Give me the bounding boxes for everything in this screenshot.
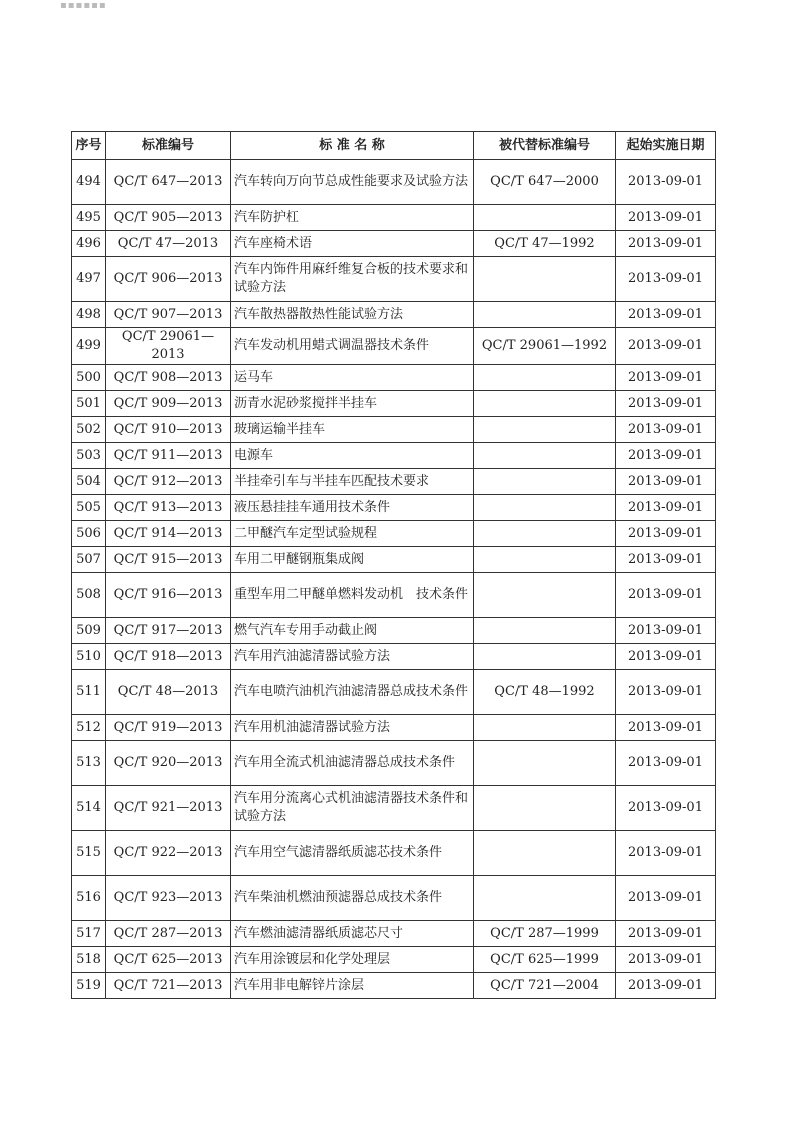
standard-name: 汽车用空气滤清器纸质滤芯技术条件 [231,831,474,876]
standard-name: 沥青水泥砂浆搅拌半挂车 [231,391,474,417]
replaced-standard-code [474,302,616,328]
standard-name: 汽车用全流式机油滤清器总成技术条件 [231,741,474,786]
implementation-date: 2013-09-01 [616,160,716,205]
row-number: 494 [72,160,106,205]
standard-code: QC/T 920—2013 [106,741,231,786]
standard-name: 玻璃运输半挂车 [231,417,474,443]
implementation-date: 2013-09-01 [616,417,716,443]
standard-code: QC/T 919—2013 [106,715,231,741]
replaced-standard-code [474,469,616,495]
header-replaced: 被代替标准编号 [474,132,616,160]
table-row [72,231,716,257]
table-row [72,670,716,715]
standard-name: 汽车防护杠 [231,205,474,231]
implementation-date: 2013-09-01 [616,644,716,670]
replaced-standard-code [474,205,616,231]
row-number: 512 [72,715,106,741]
replaced-standard-code: QC/T 721—2004 [474,973,616,999]
standard-code: QC/T 647—2013 [106,160,231,205]
row-number: 513 [72,741,106,786]
standard-code: QC/T 914—2013 [106,521,231,547]
replaced-standard-code [474,417,616,443]
table-row [72,257,716,302]
table-row [72,741,716,786]
standard-code: QC/T 916—2013 [106,573,231,618]
row-number: 497 [72,257,106,302]
standard-code: QC/T 915—2013 [106,547,231,573]
replaced-standard-code [474,715,616,741]
row-number: 508 [72,573,106,618]
row-number: 515 [72,831,106,876]
implementation-date: 2013-09-01 [616,495,716,521]
table-row [72,786,716,831]
standard-name: 汽车用汽油滤清器试验方法 [231,644,474,670]
replaced-standard-code [474,618,616,644]
table-row [72,947,716,973]
implementation-date: 2013-09-01 [616,670,716,715]
implementation-date: 2013-09-01 [616,521,716,547]
header-no: 序号 [72,132,106,160]
table-row [72,618,716,644]
table-row [72,831,716,876]
table-row [72,547,716,573]
standard-name: 汽车柴油机燃油预滤器总成技术条件 [231,876,474,921]
row-number: 506 [72,521,106,547]
standard-code: QC/T 287—2013 [106,921,231,947]
row-number: 516 [72,876,106,921]
replaced-standard-code [474,495,616,521]
row-number: 507 [72,547,106,573]
standard-code: QC/T 906—2013 [106,257,231,302]
replaced-standard-code [474,547,616,573]
replaced-standard-code [474,876,616,921]
standard-code: QC/T 910—2013 [106,417,231,443]
table-header-row [72,132,716,160]
row-number: 517 [72,921,106,947]
standard-code: QC/T 48—2013 [106,670,231,715]
standard-name: 汽车用涂镀层和化学处理层 [231,947,474,973]
implementation-date: 2013-09-01 [616,573,716,618]
standard-code: QC/T 905—2013 [106,205,231,231]
row-number: 502 [72,417,106,443]
standard-name: 汽车用非电解锌片涂层 [231,973,474,999]
standard-code: QC/T 47—2013 [106,231,231,257]
table-row [72,205,716,231]
row-number: 514 [72,786,106,831]
standard-code: QC/T 911—2013 [106,443,231,469]
standard-code: QC/T 912—2013 [106,469,231,495]
replaced-standard-code [474,831,616,876]
row-number: 509 [72,618,106,644]
table-row [72,443,716,469]
row-number: 498 [72,302,106,328]
standards-table [71,131,716,999]
standard-code: QC/T 907—2013 [106,302,231,328]
row-number: 519 [72,973,106,999]
page-header-mark: ▪▪▪▪▪▪ [60,0,107,11]
standard-code: QC/T 923—2013 [106,876,231,921]
replaced-standard-code [474,573,616,618]
standard-name: 液压悬挂挂车通用技术条件 [231,495,474,521]
standard-code: QC/T 625—2013 [106,947,231,973]
standard-code: QC/T 918—2013 [106,644,231,670]
table-row [72,715,716,741]
standard-code: QC/T 29061—2013 [106,328,231,365]
standard-code: QC/T 908—2013 [106,365,231,391]
implementation-date: 2013-09-01 [616,205,716,231]
standard-name: 运马车 [231,365,474,391]
replaced-standard-code: QC/T 48—1992 [474,670,616,715]
standard-code: QC/T 922—2013 [106,831,231,876]
implementation-date: 2013-09-01 [616,831,716,876]
row-number: 495 [72,205,106,231]
implementation-date: 2013-09-01 [616,876,716,921]
table-row [72,876,716,921]
row-number: 518 [72,947,106,973]
implementation-date: 2013-09-01 [616,921,716,947]
row-number: 499 [72,328,106,365]
implementation-date: 2013-09-01 [616,328,716,365]
table-row [72,495,716,521]
replaced-standard-code [474,257,616,302]
standard-name: 汽车燃油滤清器纸质滤芯尺寸 [231,921,474,947]
implementation-date: 2013-09-01 [616,391,716,417]
table-row [72,160,716,205]
standard-name: 二甲醚汽车定型试验规程 [231,521,474,547]
table-row [72,417,716,443]
standard-name: 电源车 [231,443,474,469]
replaced-standard-code: QC/T 47—1992 [474,231,616,257]
standard-name: 汽车散热器散热性能试验方法 [231,302,474,328]
replaced-standard-code [474,741,616,786]
row-number: 505 [72,495,106,521]
row-number: 504 [72,469,106,495]
standard-name: 汽车用机油滤清器试验方法 [231,715,474,741]
standard-name: 汽车座椅术语 [231,231,474,257]
implementation-date: 2013-09-01 [616,469,716,495]
implementation-date: 2013-09-01 [616,257,716,302]
table-row [72,328,716,365]
standard-name: 重型车用二甲醚单燃料发动机 技术条件 [231,573,474,618]
standard-code: QC/T 909—2013 [106,391,231,417]
implementation-date: 2013-09-01 [616,231,716,257]
replaced-standard-code [474,786,616,831]
implementation-date: 2013-09-01 [616,443,716,469]
replaced-standard-code [474,391,616,417]
implementation-date: 2013-09-01 [616,947,716,973]
standard-name: 车用二甲醚钢瓶集成阀 [231,547,474,573]
row-number: 500 [72,365,106,391]
implementation-date: 2013-09-01 [616,973,716,999]
standard-code: QC/T 721—2013 [106,973,231,999]
replaced-standard-code [474,365,616,391]
replaced-standard-code: QC/T 625—1999 [474,947,616,973]
standard-name: 汽车转向万向节总成性能要求及试验方法 [231,160,474,205]
row-number: 501 [72,391,106,417]
standard-name: 汽车用分流离心式机油滤清器技术条件和试验方法 [231,786,474,831]
standard-name: 汽车发动机用蜡式调温器技术条件 [231,328,474,365]
row-number: 496 [72,231,106,257]
standard-name: 燃气汽车专用手动截止阀 [231,618,474,644]
row-number: 511 [72,670,106,715]
implementation-date: 2013-09-01 [616,365,716,391]
replaced-standard-code [474,644,616,670]
table-row [72,391,716,417]
implementation-date: 2013-09-01 [616,547,716,573]
table-row [72,469,716,495]
row-number: 503 [72,443,106,469]
standard-code: QC/T 921—2013 [106,786,231,831]
replaced-standard-code: QC/T 29061—1992 [474,328,616,365]
standard-name: 汽车电喷汽油机汽油滤清器总成技术条件 [231,670,474,715]
table-row [72,302,716,328]
replaced-standard-code [474,443,616,469]
table-row [72,573,716,618]
implementation-date: 2013-09-01 [616,618,716,644]
implementation-date: 2013-09-01 [616,786,716,831]
table-row [72,973,716,999]
table-row [72,921,716,947]
header-name: 标 准 名 称 [231,132,474,160]
table-row [72,521,716,547]
implementation-date: 2013-09-01 [616,302,716,328]
standard-code: QC/T 913—2013 [106,495,231,521]
table-row [72,365,716,391]
replaced-standard-code: QC/T 647—2000 [474,160,616,205]
standard-code: QC/T 917—2013 [106,618,231,644]
replaced-standard-code [474,521,616,547]
table-row [72,644,716,670]
header-date: 起始实施日期 [616,132,716,160]
replaced-standard-code: QC/T 287—1999 [474,921,616,947]
row-number: 510 [72,644,106,670]
header-code: 标准编号 [106,132,231,160]
standard-name: 半挂牵引车与半挂车匹配技术要求 [231,469,474,495]
standard-name: 汽车内饰件用麻纤维复合板的技术要求和试验方法 [231,257,474,302]
implementation-date: 2013-09-01 [616,741,716,786]
implementation-date: 2013-09-01 [616,715,716,741]
